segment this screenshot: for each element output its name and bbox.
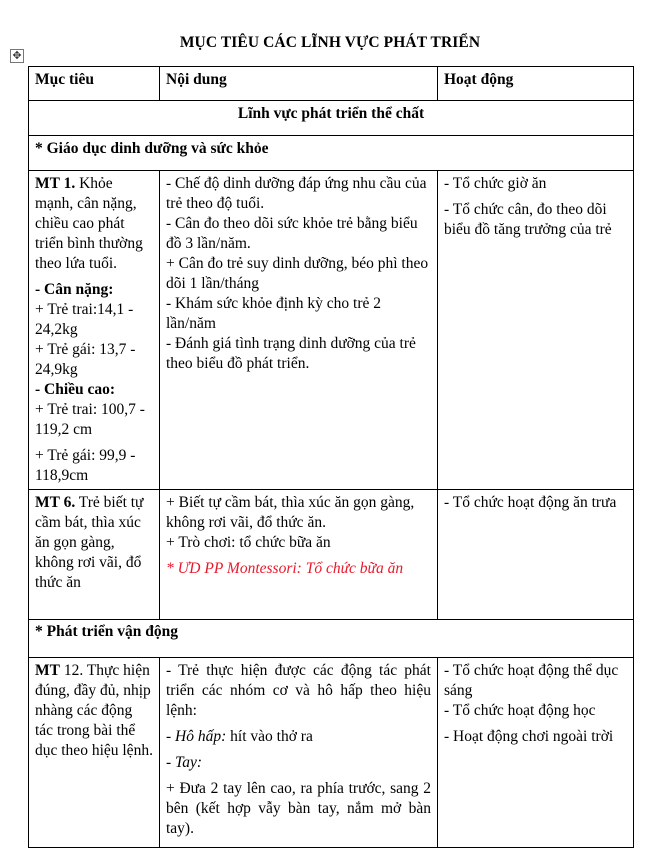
goal-cell bbox=[29, 658, 160, 848]
weight-label: - Cân nặng: bbox=[35, 281, 114, 298]
goal-code: MT 6. bbox=[35, 494, 76, 511]
height-girl: + Trẻ gái: 99,9 - 118,9cm bbox=[35, 447, 136, 484]
activity-line: - Tổ chức hoạt động thể dục sáng bbox=[444, 662, 619, 699]
content-line: - Trẻ thực hiện được các động tác phát triển các nhóm cơ và hô hấp theo hiệu lệnh: bbox=[166, 662, 431, 719]
table-row bbox=[29, 171, 634, 490]
content-line: - Chế độ dinh dưỡng đáp ứng nhu cầu của trẻ theo độ tuổi. bbox=[166, 175, 427, 212]
content-line: - Khám sức khỏe định kỳ cho trẻ 2 lần/năm bbox=[166, 295, 382, 332]
activity-line: - Hoạt động chơi ngoài trời bbox=[444, 728, 614, 745]
activity-line: - Tổ chức hoạt động học bbox=[444, 702, 596, 719]
subsection-nutrition: * Giáo dục dinh dưỡng và sức khỏe bbox=[29, 136, 634, 171]
height-label: - Chiều cao: bbox=[35, 381, 116, 398]
goals-table bbox=[28, 66, 634, 848]
goal-text: Trẻ biết tự cầm bát, thìa xúc ăn gọn gàng, không rơi vãi, đổ thức ăn bbox=[35, 494, 144, 591]
activity-cell bbox=[438, 490, 634, 620]
content-cell bbox=[160, 490, 438, 620]
section-row bbox=[29, 101, 634, 136]
content-line: - Đánh giá tình trạng dinh dưỡng của trẻ theo biểu đồ phát triển. bbox=[166, 335, 416, 372]
goal-code: MT bbox=[35, 662, 60, 679]
section-title: Lĩnh vực phát triển thể chất bbox=[29, 101, 634, 136]
arm-label: - Tay: bbox=[166, 754, 203, 771]
height-boy: + Trẻ trai: 100,7 - 119,2 cm bbox=[35, 401, 145, 438]
header-activity: Hoạt động bbox=[438, 67, 634, 101]
activity-cell bbox=[438, 658, 634, 848]
table-move-handle-icon[interactable]: ✥ bbox=[10, 49, 24, 63]
content-cell bbox=[160, 658, 438, 848]
content-line: + Cân đo trẻ suy dinh dưỡng, béo phì theo dõi 1 lần/tháng bbox=[166, 255, 429, 292]
weight-girl: + Trẻ gái: 13,7 - 24,9kg bbox=[35, 341, 136, 378]
table-header-row bbox=[29, 67, 634, 101]
goal-cell bbox=[29, 490, 160, 620]
montessori-note: * ƯD PP Montessori: Tổ chức bữa ăn bbox=[166, 560, 404, 577]
content-line: + Trò chơi: tổ chức bữa ăn bbox=[166, 534, 331, 551]
activity-line: - Tổ chức hoạt động ăn trưa bbox=[444, 494, 617, 511]
subsection-motor: * Phát triển vận động bbox=[29, 620, 634, 658]
arm-text: + Đưa 2 tay lên cao, ra phía trước, sang 2 bên (kết hợp vẫy bàn tay, nắm mở bàn tay). bbox=[166, 780, 431, 837]
header-goal: Mục tiêu bbox=[29, 67, 160, 101]
activity-line: - Tổ chức giờ ăn bbox=[444, 175, 547, 192]
goal-text: 12. Thực hiện đúng, đầy đủ, nhịp nhàng các động tác trong bài thể dục theo hiệu lệnh. bbox=[35, 662, 153, 759]
activity-line: - Tổ chức cân, đo theo dõi biểu đồ tăng trưởng của trẻ bbox=[444, 201, 612, 238]
goal-text: Khỏe mạnh, cân nặng, chiều cao phát triển bình thường theo lứa tuổi. bbox=[35, 175, 143, 272]
breath-text: hít vào thở ra bbox=[226, 728, 313, 745]
activity-cell bbox=[438, 171, 634, 490]
content-line: - Cân đo theo dõi sức khỏe trẻ bằng biểu đồ 3 lần/năm. bbox=[166, 215, 418, 252]
breath-label: - Hô hấp: bbox=[166, 728, 227, 745]
goal-code: MT 1. bbox=[35, 175, 76, 192]
table-row bbox=[29, 490, 634, 620]
table-row bbox=[29, 658, 634, 848]
content-cell bbox=[160, 171, 438, 490]
header-content: Nội dung bbox=[160, 67, 438, 101]
page-title: MỤC TIÊU CÁC LĨNH VỰC PHÁT TRIỂN bbox=[179, 34, 481, 51]
content-line: + Biết tự cầm bát, thìa xúc ăn gọn gàng, không rơi vãi, đổ thức ăn. bbox=[166, 494, 415, 531]
subsection-row bbox=[29, 620, 634, 658]
weight-boy: + Trẻ trai:14,1 - 24,2kg bbox=[35, 301, 134, 338]
goal-cell bbox=[29, 171, 160, 490]
subsection-row bbox=[29, 136, 634, 171]
